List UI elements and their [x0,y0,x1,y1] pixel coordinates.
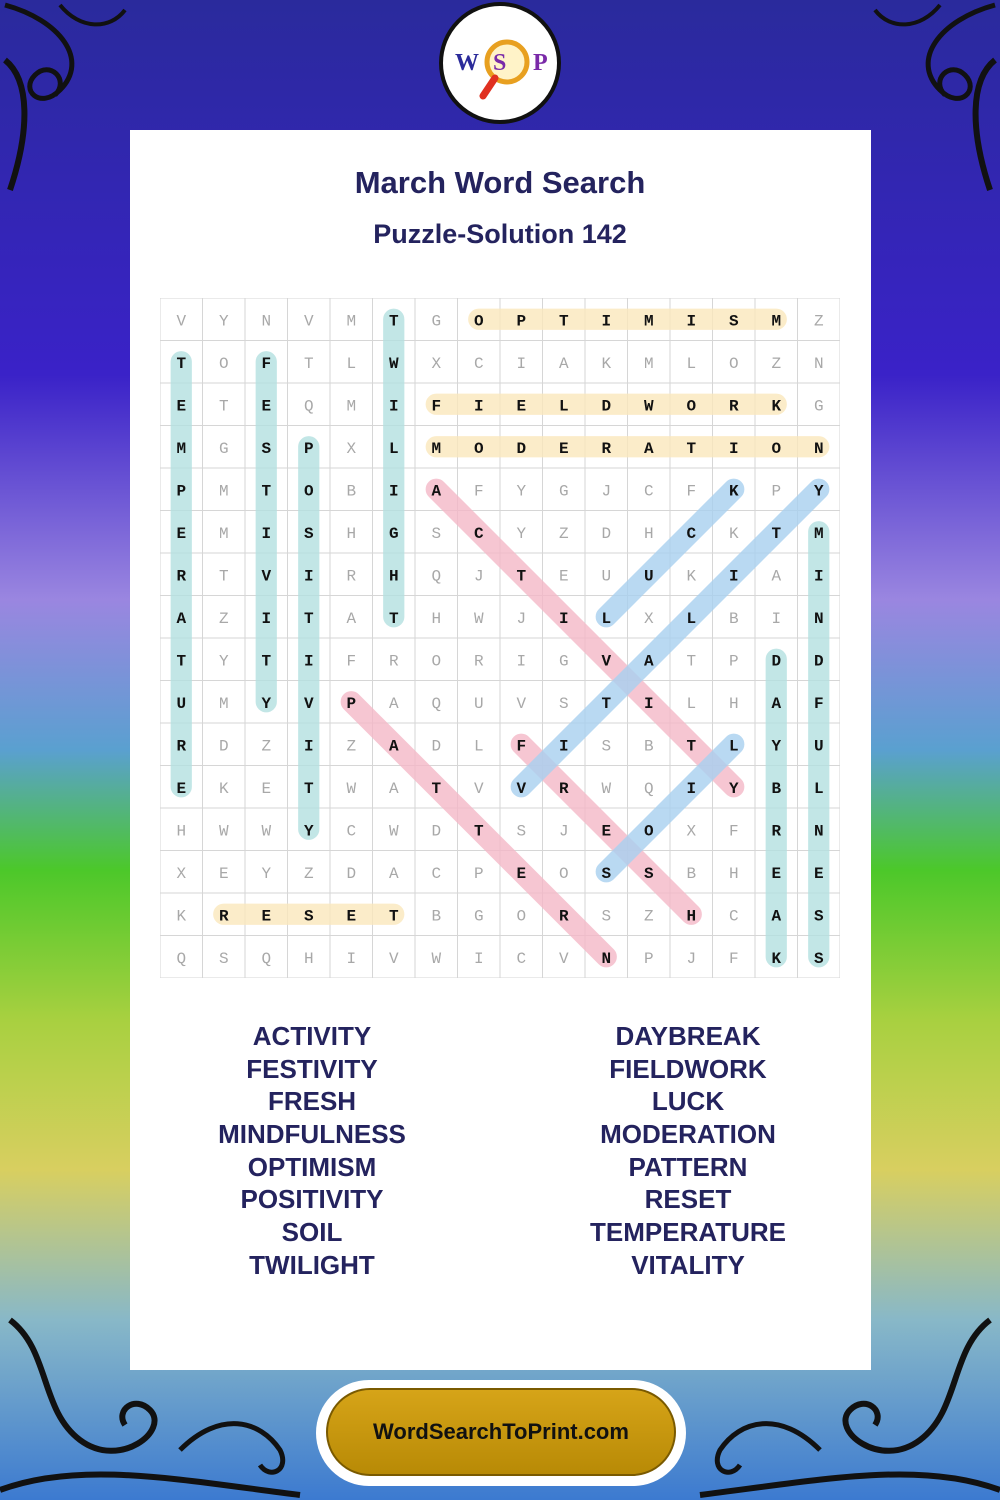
word-list-left [162,1020,462,1282]
grid-letter: C [431,864,442,883]
grid-letter: I [728,567,739,586]
grid-letter: M [346,312,357,331]
grid-letter: D [813,652,824,671]
grid-letter: O [771,439,782,458]
grid-letter: T [601,694,612,713]
grid-letter: N [813,609,824,628]
grid-letter: V [261,567,272,586]
grid-letter: K [771,397,782,416]
grid-letter: M [813,524,824,543]
grid-letter: H [643,524,654,543]
grid-letter: X [346,439,357,458]
grid-letter: P [303,439,314,458]
grid-letter: F [473,482,484,501]
grid-letter: T [558,312,569,331]
grid-letter: D [431,737,442,756]
grid-letter: M [771,312,782,331]
grid-letter: N [813,354,824,373]
grid-letter: I [516,354,527,373]
grid-letter: R [176,737,187,756]
grid-letter: K [218,779,229,798]
grid-letter: Y [303,822,314,841]
grid-letter: H [728,694,739,713]
grid-letter: D [431,822,442,841]
grid-letter: S [516,822,527,841]
grid-letter: L [813,779,824,798]
word-item: MODERATION [600,1119,776,1150]
grid-letter: T [516,567,527,586]
grid-letter: R [346,567,357,586]
grid-letter: I [516,652,527,671]
grid-letter: G [558,482,569,501]
grid-letter: S [601,864,612,883]
grid-letter: H [431,609,442,628]
grid-letter: U [473,694,484,713]
grid-letter: R [388,652,399,671]
grid-letter: S [728,312,739,331]
grid-letter: T [388,609,399,628]
page-title: March Word Search [354,165,646,200]
grid-letter: S [431,524,442,543]
grid-letter: O [728,354,739,373]
grid-letter: M [346,397,357,416]
grid-letter: A [771,567,782,586]
word-list-right [538,1020,838,1282]
grid-letter: E [176,524,187,543]
grid-letter: O [473,439,484,458]
grid-letter: R [771,822,782,841]
logo-letter-w: W [455,50,479,76]
grid-letter: K [176,907,187,926]
word-item: FESTIVITY [246,1053,378,1084]
grid-letter: H [176,822,187,841]
word-item: TEMPERATURE [590,1217,786,1248]
grid-letter: Y [516,482,527,501]
grid-letter: O [431,652,442,671]
grid-letter: X [643,609,654,628]
grid-letter: E [176,779,187,798]
grid-letter: R [558,907,569,926]
grid-letter: I [303,567,314,586]
grid-letter: V [601,652,612,671]
grid-letter: S [643,864,654,883]
grid-letter: U [176,694,187,713]
grid-letter: Q [303,397,314,416]
grid-letter: T [686,737,697,756]
grid-letter: T [303,354,314,373]
grid-letter: C [473,524,484,543]
grid-letter: L [686,694,697,713]
grid-letter: A [388,694,399,713]
grid-letter: Y [516,524,527,543]
word-search-grid [160,298,840,978]
grid-letter: L [728,737,739,756]
grid-letter: F [346,652,357,671]
grid-letter: O [303,482,314,501]
grid-letter: W [218,822,229,841]
grid-letter: A [388,864,399,883]
grid-letter: B [431,907,442,926]
grid-letter: Q [431,567,442,586]
grid-letter: W [261,822,272,841]
grid-letter: P [771,482,782,501]
grid-letter: D [601,524,612,543]
grid-letter: A [771,694,782,713]
grid-letter: U [813,737,824,756]
grid-letter: C [516,949,527,968]
grid-letter: Q [431,694,442,713]
logo-letter-p: P [533,50,548,76]
grid-letter: V [303,312,314,331]
grid-letter: E [261,907,272,926]
grid-letter: P [516,312,527,331]
grid-letter: R [558,779,569,798]
grid-letter: Y [218,652,229,671]
grid-letter: S [303,524,314,543]
grid-letter: Z [813,312,824,331]
grid-letter: G [813,397,824,416]
grid-letter: R [218,907,229,926]
grid-letter: F [431,397,442,416]
grid-letter: H [388,567,399,586]
word-item: PATTERN [628,1151,748,1182]
site-link-button[interactable]: WordSearchToPrint.com [326,1388,676,1476]
grid-letter: I [686,312,697,331]
grid-letter: J [601,482,612,501]
grid-letter: I [261,609,272,628]
grid-letter: S [558,694,569,713]
wsp-logo [439,2,561,124]
grid-letter: T [261,482,272,501]
grid-letter: P [176,482,187,501]
grid-letter: Z [346,737,357,756]
grid-letter: N [261,312,272,331]
word-item: TWILIGHT [249,1249,375,1280]
word-item: VITALITY [631,1249,745,1280]
grid-letter: T [303,609,314,628]
grid-letter: O [218,354,229,373]
grid-letter: H [303,949,314,968]
grid-letter: E [261,397,272,416]
word-item: RESET [644,1184,732,1215]
grid-letter: I [473,949,484,968]
grid-letter: C [728,907,739,926]
grid-letter: Y [728,779,739,798]
grid-letter: E [516,864,527,883]
word-item: MINDFULNESS [218,1119,406,1150]
grid-letter: Y [261,694,272,713]
grid-letter: M [176,439,187,458]
page-subtitle: Puzzle-Solution 142 [373,219,627,249]
grid-letter: H [728,864,739,883]
grid-letter: K [601,354,612,373]
grid-letter: T [388,312,399,331]
grid-letter: E [218,864,229,883]
grid-letter: V [473,779,484,798]
grid-letter: B [346,482,357,501]
grid-letter: I [261,524,272,543]
grid-letter: A [431,482,442,501]
grid-letter: C [473,354,484,373]
grid-letter: X [176,864,187,883]
grid-letter: L [473,737,484,756]
grid-letter: Z [261,737,272,756]
word-item: FRESH [267,1086,357,1117]
grid-letter: L [346,354,357,373]
grid-letter: B [771,779,782,798]
grid-letter: W [643,397,654,416]
grid-letter: G [473,907,484,926]
word-item: LUCK [651,1086,725,1117]
word-item: SOIL [281,1217,343,1248]
grid-letter: A [388,737,399,756]
grid-letter: Y [218,312,229,331]
word-item: OPTIMISM [247,1151,377,1182]
grid-letter: S [813,907,824,926]
grid-letter: P [473,864,484,883]
grid-letter: R [473,652,484,671]
grid-letter: V [176,312,187,331]
grid-letter: J [473,567,484,586]
grid-letter: H [686,907,697,926]
grid-letter: F [728,822,739,841]
grid-letter: O [516,907,527,926]
grid-letter: E [601,822,612,841]
grid-letter: A [643,652,654,671]
grid-letter: D [516,439,527,458]
grid-letter: N [813,439,824,458]
grid-letter: A [346,609,357,628]
grid-letter: I [558,737,569,756]
grid-letter: T [473,822,484,841]
grid-letter: B [643,737,654,756]
grid-letter: S [303,907,314,926]
grid-letter: S [813,949,824,968]
grid-letter: J [686,949,697,968]
grid-letter: Z [643,907,654,926]
grid-letter: L [558,397,569,416]
grid-letter: W [431,949,442,968]
grid-letter: D [601,397,612,416]
grid-letter: V [388,949,399,968]
grid-letter: P [643,949,654,968]
grid-letter: Q [261,949,272,968]
grid-letter: Z [771,354,782,373]
grid-letter: B [686,864,697,883]
grid-letter: D [771,652,782,671]
grid-letter: I [388,482,399,501]
grid-letter: G [431,312,442,331]
grid-letter: T [218,567,229,586]
grid-letter: I [388,397,399,416]
grid-letter: K [728,482,739,501]
grid-letter: E [176,397,187,416]
grid-letter: D [346,864,357,883]
grid-letter: R [176,567,187,586]
grid-letter: G [558,652,569,671]
grid-letter: M [218,694,229,713]
grid-letter: E [813,864,824,883]
grid-letter: T [176,354,187,373]
grid-letter: W [473,609,484,628]
grid-letter: T [388,907,399,926]
grid-letter: F [813,694,824,713]
grid-letter: T [218,397,229,416]
grid-letter: I [643,694,654,713]
grid-letter: I [473,397,484,416]
grid-letter: S [261,439,272,458]
grid-letter: U [601,567,612,586]
grid-letter: L [686,354,697,373]
grid-letter: E [558,567,569,586]
grid-letter: Y [813,482,824,501]
grid-canvas [160,298,840,978]
grid-letter: I [346,949,357,968]
grid-letter: E [346,907,357,926]
grid-letter: V [516,694,527,713]
grid-letter: W [388,354,399,373]
grid-letter: O [643,822,654,841]
grid-letter: A [388,779,399,798]
logo-letter-s: S [493,50,507,76]
grid-letter: O [558,864,569,883]
grid-letter: W [388,822,399,841]
grid-letter: C [346,822,357,841]
grid-letter: P [728,652,739,671]
grid-letter: D [218,737,229,756]
grid-letter: I [728,439,739,458]
grid-letter: G [388,524,399,543]
grid-letter: A [771,907,782,926]
grid-letter: S [601,737,612,756]
grid-letter: S [601,907,612,926]
grid-letter: I [303,652,314,671]
grid-letter: F [728,949,739,968]
grid-letter: G [218,439,229,458]
grid-letter: T [771,524,782,543]
grid-letter: P [346,694,357,713]
word-item: DAYBREAK [615,1021,761,1051]
grid-letter: C [643,482,654,501]
grid-letter: F [261,354,272,373]
grid-letter: I [601,312,612,331]
magnifier-icon [477,34,537,104]
grid-letter: L [686,609,697,628]
word-item: ACTIVITY [252,1021,372,1051]
grid-letter: K [686,567,697,586]
grid-letter: R [601,439,612,458]
grid-letter: T [431,779,442,798]
grid-letter: T [176,652,187,671]
grid-letter: T [686,439,697,458]
grid-letter: T [261,652,272,671]
grid-letter: A [558,354,569,373]
grid-letter: U [643,567,654,586]
grid-letter: K [728,524,739,543]
grid-letter: L [601,609,612,628]
grid-letter: T [303,779,314,798]
grid-letter: M [643,354,654,373]
grid-letter: A [643,439,654,458]
grid-letter: W [346,779,357,798]
grid-letter: E [516,397,527,416]
grid-letter: F [516,737,527,756]
grid-letter: Z [218,609,229,628]
grid-letter: L [388,439,399,458]
grid-letter: X [431,354,442,373]
grid-letter: R [728,397,739,416]
grid-letter: I [303,737,314,756]
grid-letter: V [303,694,314,713]
grid-letter: V [516,779,527,798]
grid-letter: I [558,609,569,628]
grid-letter: S [218,949,229,968]
word-item: FIELDWORK [609,1053,767,1084]
grid-letter: F [686,482,697,501]
grid-letter: K [771,949,782,968]
grid-letter: Z [303,864,314,883]
grid-letter: E [771,864,782,883]
grid-letter: I [686,779,697,798]
grid-letter: M [218,482,229,501]
grid-letter: I [771,609,782,628]
grid-letter: Y [261,864,272,883]
grid-letter: B [728,609,739,628]
grid-letter: V [558,949,569,968]
grid-letter: Y [771,737,782,756]
grid-letter: X [686,822,697,841]
grid-letter: N [813,822,824,841]
grid-letter: A [176,609,187,628]
grid-letter: H [346,524,357,543]
grid-letter: M [431,439,442,458]
grid-letter: Z [558,524,569,543]
grid-letter: N [601,949,612,968]
grid-letter: I [813,567,824,586]
grid-letter: E [261,779,272,798]
grid-letter: W [601,779,612,798]
grid-letter: M [218,524,229,543]
grid-letter: M [643,312,654,331]
grid-letter: T [686,652,697,671]
word-item: POSITIVITY [240,1184,384,1215]
grid-letter: J [516,609,527,628]
grid-letter: O [473,312,484,331]
grid-letter: Q [643,779,654,798]
grid-letter: J [558,822,569,841]
grid-letter: O [686,397,697,416]
grid-letter: C [686,524,697,543]
grid-letter: E [558,439,569,458]
grid-letter: Q [176,949,187,968]
